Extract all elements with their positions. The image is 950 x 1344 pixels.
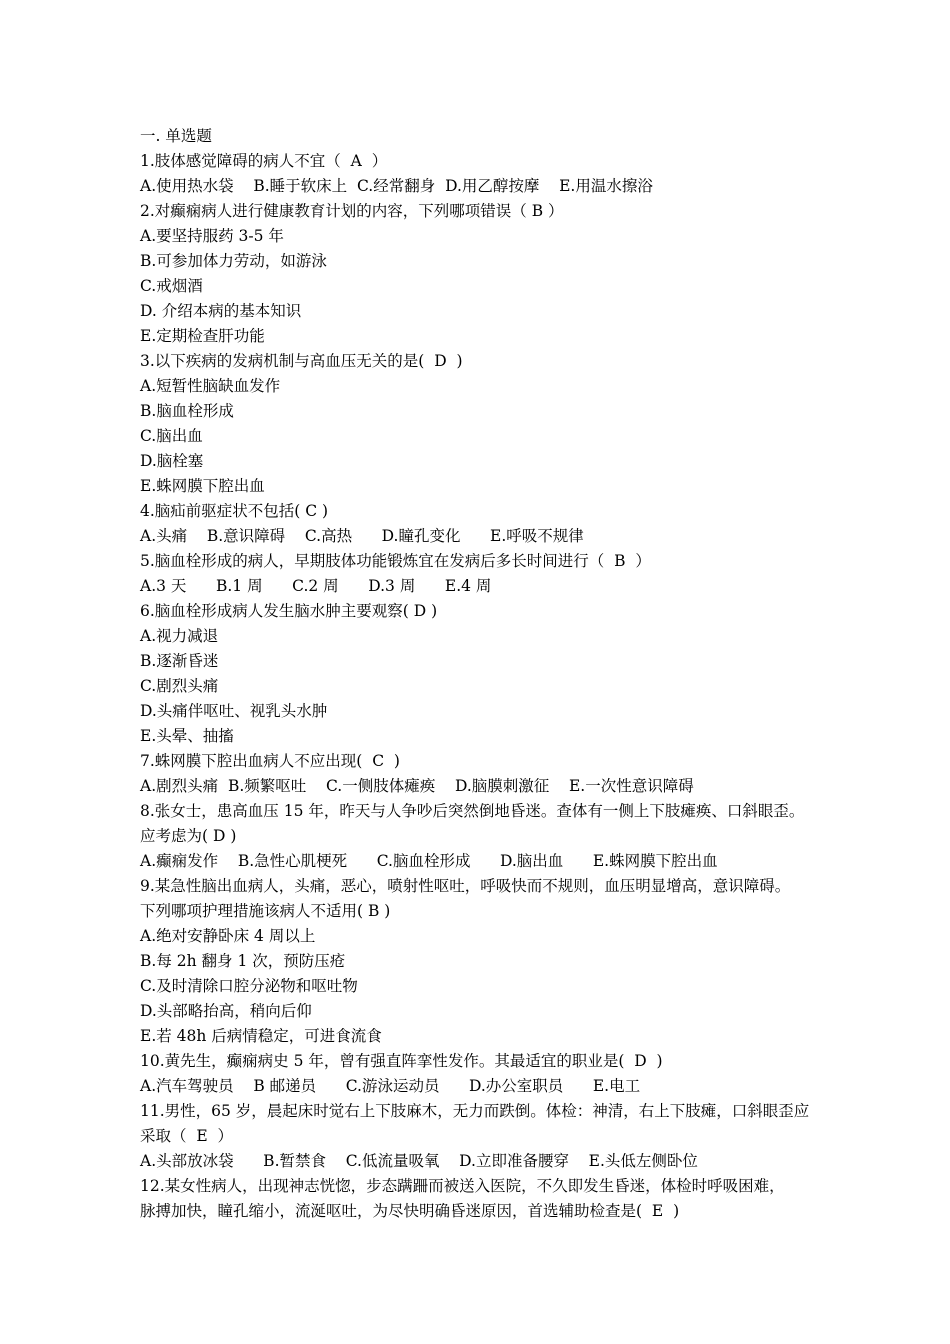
q3-question: 3.以下疾病的发病机制与高血压无关的是( D ) [140,352,463,370]
q3-option-c: C.脑出血 [140,427,203,445]
q6-option-a: A.视力减退 [140,627,219,645]
q1-question: 1.肢体感觉障碍的病人不宜（ A ） [140,152,388,170]
q8-options: A.癫痫发作 B.急性心肌梗死 C.脑血栓形成 D.脑出血 E.蛛网膜下腔出血 [140,852,718,870]
q11-question-cont: 采取（ E ） [140,1127,234,1145]
q5-question: 5.脑血栓形成的病人，早期肢体功能锻炼宜在发病后多长时间进行（ B ） [140,552,651,570]
document-page [140,124,840,1224]
q10-question: 10.黄先生，癫痫病史 5 年，曾有强直阵挛性发作。其最适宜的职业是( D ) [140,1052,663,1070]
q8-question: 8.张女士，患高血压 15 年，昨天与人争吵后突然倒地昏迷。查体有一侧上下肢瘫痪、口斜眼歪。 [140,802,805,820]
q11-question: 11.男性，65 岁，晨起床时觉右上下肢麻木，无力而跌倒。体检：神清，右上下肢瘫，口斜眼歪应 [140,1102,810,1120]
q4-question: 4.脑疝前驱症状不包括( C ) [140,502,329,520]
q7-options: A.剧烈头痛 B.频繁呕吐 C.一侧肢体瘫痪 D.脑膜刺激征 E.一次性意识障碍 [140,777,694,795]
q6-option-e: E.头晕、抽搐 [140,727,234,745]
q3-option-d: D.脑栓塞 [140,452,204,470]
q2-option-b: B.可参加体力劳动，如游泳 [140,252,327,270]
section-title: 一. 单选题 [140,127,212,145]
q9-option-a: A.绝对安静卧床 4 周以上 [140,927,316,945]
q12-question: 12.某女性病人，出现神志恍惚，步态蹒跚而被送入医院，不久即发生昏迷，体检时呼吸困难， [140,1177,785,1195]
q6-option-c: C.剧烈头痛 [140,677,219,695]
q9-option-d: D.头部略抬高，稍向后仰 [140,1002,312,1020]
q10-options: A.汽车驾驶员 B 邮递员 C.游泳运动员 D.办公室职员 E.电工 [140,1077,641,1095]
q8-question-cont: 应考虑为( D ) [140,827,237,845]
q7-question: 7.蛛网膜下腔出血病人不应出现( C ) [140,752,400,770]
q6-question: 6.脑血栓形成病人发生脑水肿主要观察( D ) [140,602,438,620]
q2-option-d: D. 介绍本病的基本知识 [140,302,302,320]
q1-options: A.使用热水袋 B.睡于软床上 C.经常翻身 D.用乙醇按摩 E.用温水擦浴 [140,177,653,195]
q11-options: A.头部放冰袋 B.暂禁食 C.低流量吸氧 D.立即准备腰穿 E.头低左侧卧位 [140,1152,698,1170]
q2-option-c: C.戒烟酒 [140,277,203,295]
q6-option-d: D.头痛伴呕吐、视乳头水肿 [140,702,328,720]
q9-option-b: B.每 2h 翻身 1 次，预防压疮 [140,952,346,970]
q9-question: 9.某急性脑出血病人，头痛，恶心，喷射性呕吐，呼吸快而不规则，血压明显增高，意识障碍。 [140,877,791,895]
q3-option-a: A.短暂性脑缺血发作 [140,377,281,395]
q9-question-cont: 下列哪项护理措施该病人不适用( B ) [140,902,391,920]
q5-options: A.3 天 B.1 周 C.2 周 D.3 周 E.4 周 [140,577,492,595]
q2-question: 2.对癫痫病人进行健康教育计划的内容，下列哪项错误（ B ） [140,202,564,220]
q2-option-e: E.定期检查肝功能 [140,327,265,345]
q3-option-b: B.脑血栓形成 [140,402,234,420]
q6-option-b: B.逐渐昏迷 [140,652,219,670]
q2-option-a: A.要坚持服药 3-5 年 [140,227,284,245]
q4-options: A.头痛 B.意识障碍 C.高热 D.瞳孔变化 E.呼吸不规律 [140,527,584,545]
q3-option-e: E.蛛网膜下腔出血 [140,477,265,495]
q9-option-e: E.若 48h 后病情稳定，可进食流食 [140,1027,382,1045]
q12-question-cont: 脉搏加快，瞳孔缩小，流涎呕吐，为尽快明确昏迷原因，首选辅助检查是( E ) [140,1202,680,1220]
q9-option-c: C.及时清除口腔分泌物和呕吐物 [140,977,358,995]
